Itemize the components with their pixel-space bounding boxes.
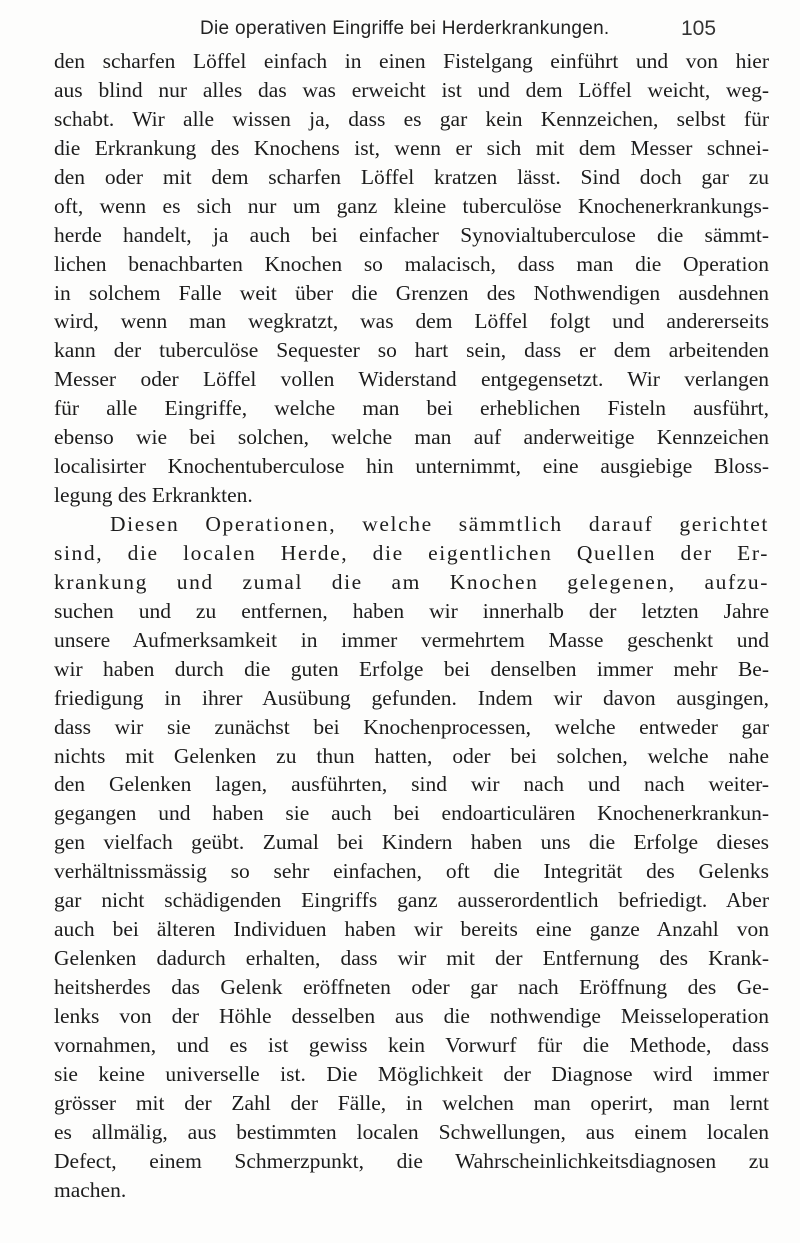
page-number: 105 — [681, 17, 717, 40]
text-line: vornahmen, und es ist gewiss kein Vorwurf für die Methode, dass — [54, 1032, 769, 1057]
text-line: grösser mit der Zahl der Fälle, in welchen man operirt, man lernt — [54, 1090, 769, 1115]
text-line: lenks von der Höhle desselben aus die nothwendige Meisseloperation — [54, 1003, 769, 1028]
text-line-spaced: sind, die localen Herde, die eigentlichen Quellen der Er- — [54, 540, 769, 565]
running-header — [0, 6, 800, 46]
text-line: wir haben durch die guten Erfolge bei denselben immer mehr Be- — [54, 656, 769, 681]
text-line: gen vielfach geübt. Zumal bei Kindern haben uns die Erfolge dieses — [54, 830, 769, 855]
text-line: den scharfen Löffel einfach in einen Fistelgang einführt und von hier — [54, 49, 769, 73]
text-line: wird, wenn man wegkratzt, was dem Löffel folgt und andererseits — [54, 309, 769, 334]
text-line: es allmälig, aus bestimmten localen Schwellungen, aus einem localen — [54, 1119, 769, 1144]
text-line: in solchem Falle weit über die Grenzen des Nothwendigen ausdehnen — [54, 280, 769, 305]
body-text — [54, 47, 769, 1205]
text-line: gar nicht schädigenden Eingriffs ganz ausserordentlich befriedigt. Aber — [54, 888, 769, 913]
text-line: dass wir sie zunächst bei Knochenprocessen, welche entweder gar — [54, 714, 769, 739]
text-line: nichts mit Gelenken zu thun hatten, oder bei solchen, welche nahe — [54, 743, 769, 768]
text-line: den oder mit dem scharfen Löffel kratzen lässt. Sind doch gar zu — [54, 164, 769, 189]
text-line: kann der tuberculöse Sequester so hart sein, dass er dem arbeitenden — [54, 338, 769, 363]
text-line: lichen benachbarten Knochen so malacisch, dass man die Operation — [54, 251, 769, 276]
text-line: unsere Aufmerksamkeit in immer vermehrtem Masse geschenkt und — [54, 627, 769, 652]
text-line: den Gelenken lagen, ausführten, sind wir nach und nach weiter- — [54, 772, 769, 797]
text-line: gegangen und haben sie auch bei endoarticulären Knochenerkrankun- — [54, 801, 769, 826]
text-line: legung des Erkrankten. — [54, 483, 253, 508]
text-line: oft, wenn es sich nur um ganz kleine tuberculöse Knochenerkrankungs- — [54, 193, 769, 218]
text-line: ebenso wie bei solchen, welche man auf anderweitige Kennzeichen — [54, 425, 769, 450]
text-line: friedigung in ihrer Ausübung gefunden. Indem wir davon ausgingen, — [54, 685, 769, 710]
text-line: sie keine universelle ist. Die Möglichkeit der Diagnose wird immer — [54, 1061, 769, 1086]
text-line: localisirter Knochentuberculose hin unternimmt, eine ausgiebige Bloss- — [54, 454, 769, 479]
text-line: herde handelt, ja auch bei einfacher Synovialtuberculose die sämmt- — [54, 222, 769, 247]
text-line-spaced: krankung und zumal die am Knochen gelegenen, aufzu- — [54, 569, 769, 594]
text-line: schabt. Wir alle wissen ja, dass es gar kein Kennzeichen, selbst für — [54, 106, 769, 131]
text-line: suchen und zu entfernen, haben wir innerhalb der letzten Jahre — [54, 598, 769, 623]
text-line: Defect, einem Schmerzpunkt, die Wahrscheinlichkeitsdiagnosen zu — [54, 1148, 769, 1173]
text-line: auch bei älteren Individuen haben wir bereits eine ganze Anzahl von — [54, 917, 769, 942]
text-line: machen. — [54, 1177, 127, 1202]
text-line: Gelenken dadurch erhalten, dass wir mit der Entfernung des Krank- — [54, 946, 769, 971]
text-line: heitsherdes das Gelenk eröffneten oder gar nach Eröffnung des Ge- — [54, 975, 769, 999]
text-line: Messer oder Löffel vollen Widerstand entgegensetzt. Wir verlangen — [54, 367, 769, 392]
text-line: verhältnissmässig so sehr einfachen, oft die Integrität des Gelenks — [54, 859, 769, 884]
text-line: aus blind nur alles das was erweicht ist und dem Löffel weicht, weg- — [54, 77, 769, 102]
text-line: die Erkrankung des Knochens ist, wenn er sich mit dem Messer schnei- — [54, 135, 769, 160]
text-line-spaced: Diesen Operationen, welche sämmtlich darauf gerichtet — [110, 512, 769, 536]
text-line: für alle Eingriffe, welche man bei erheblichen Fisteln ausführt, — [54, 396, 769, 421]
running-title: Die operativen Eingriffe bei Herderkrankungen. — [200, 18, 610, 39]
